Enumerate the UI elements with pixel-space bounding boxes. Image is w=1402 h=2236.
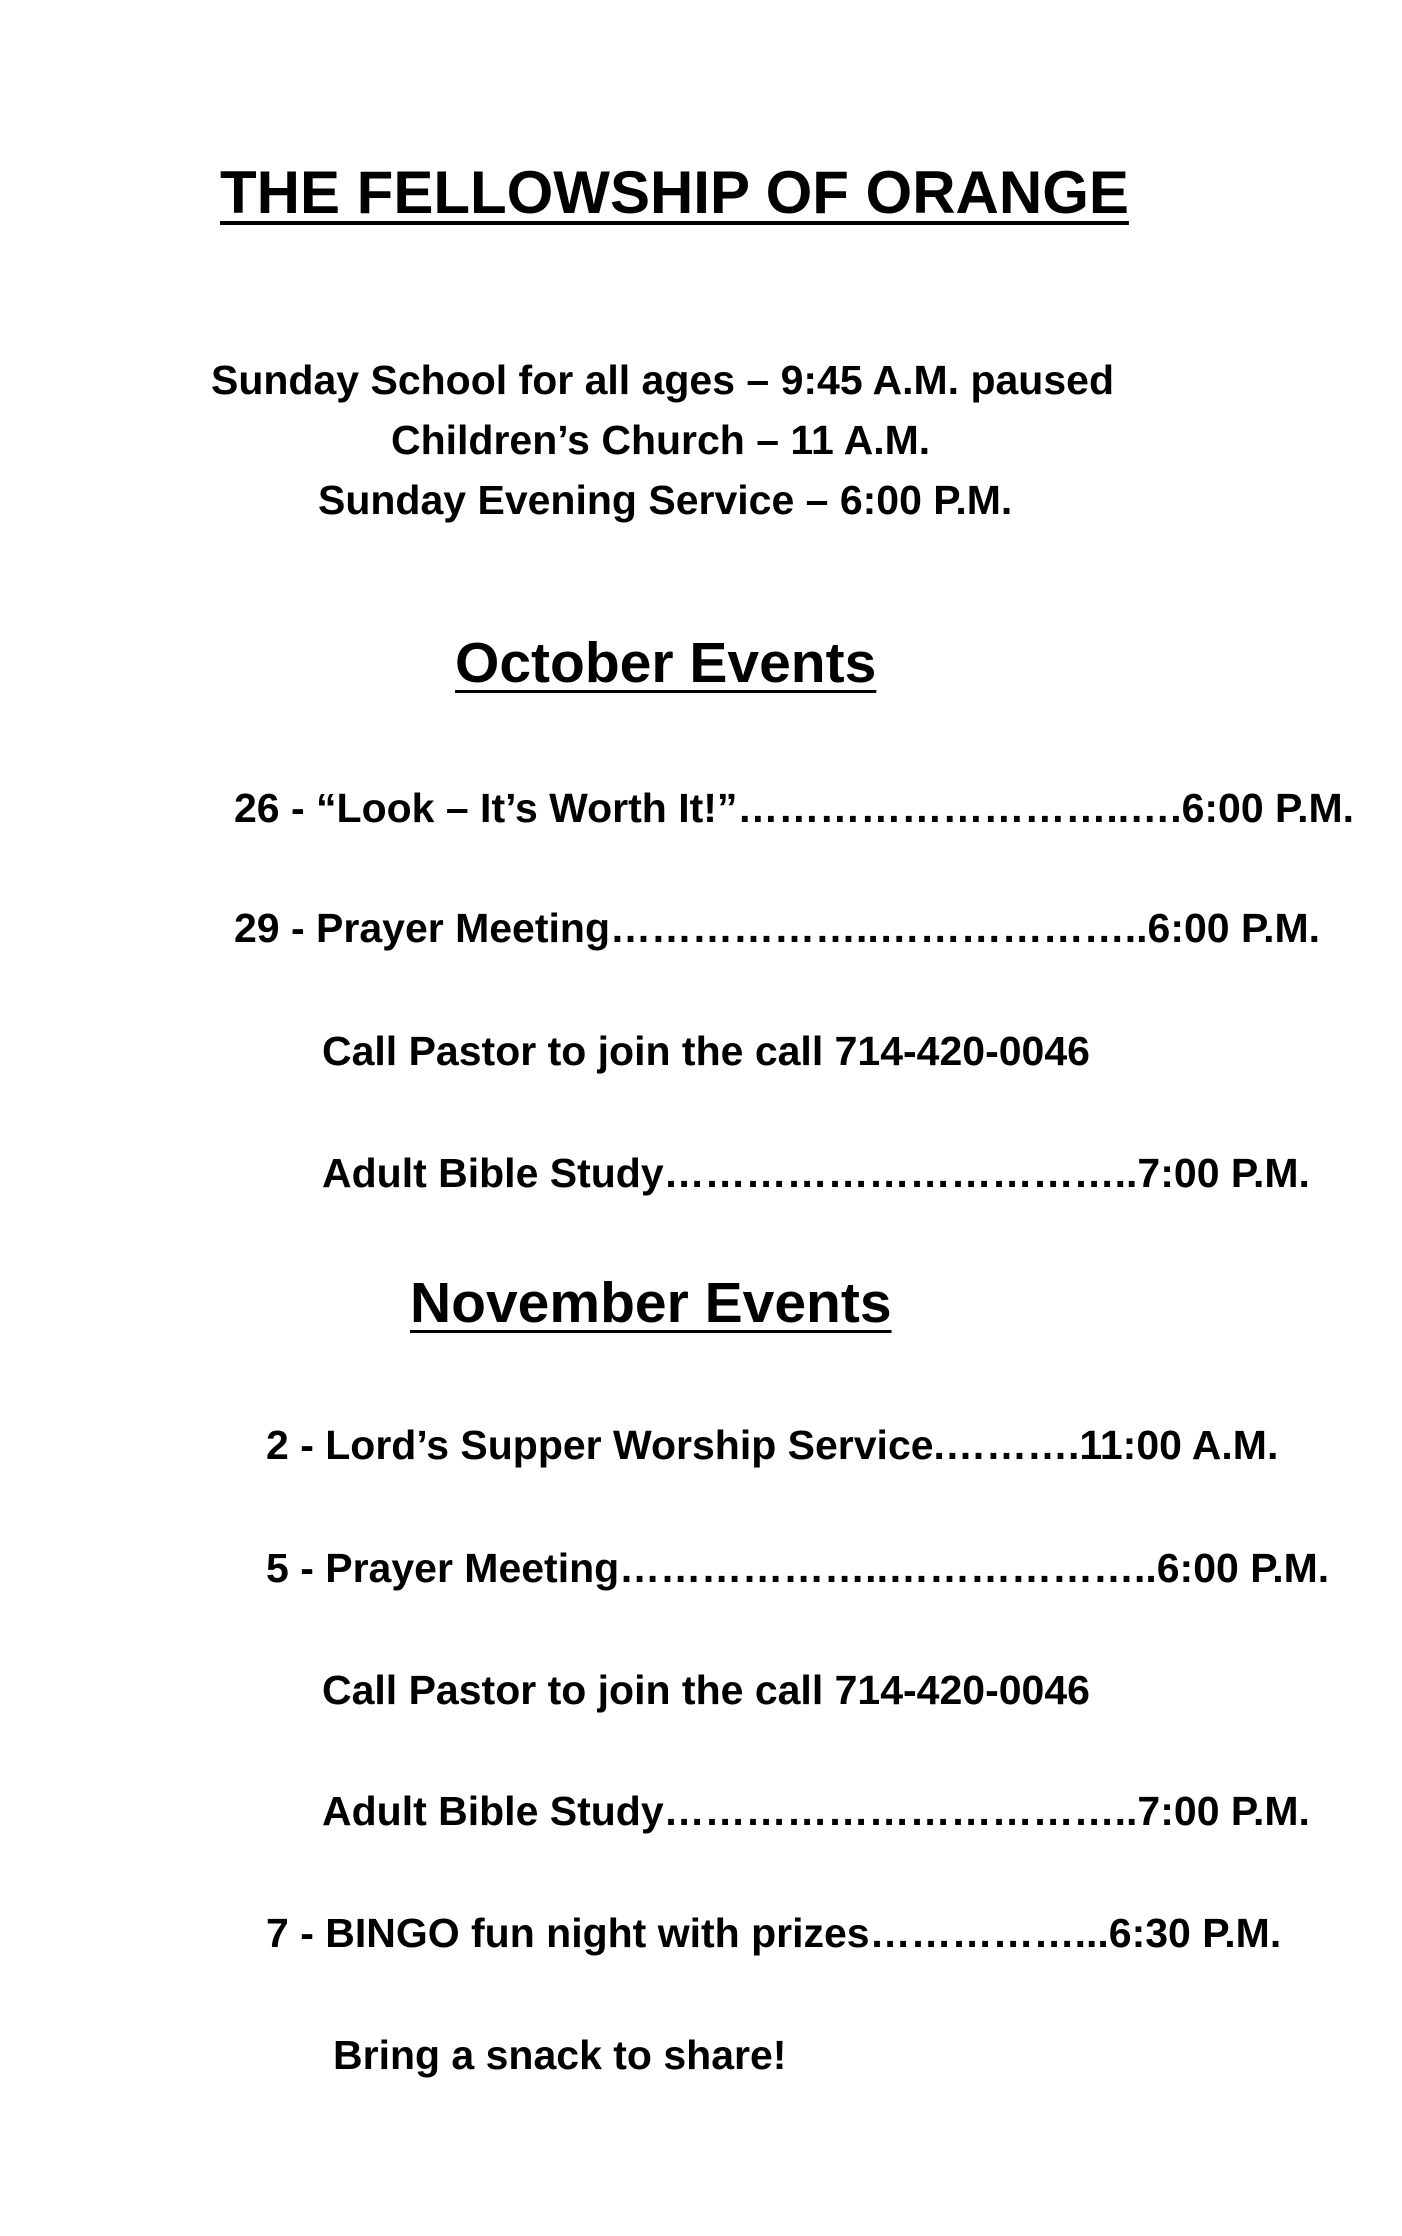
october-event-29: 29 - Prayer Meeting………………..………………..6:00 P.M. [234,905,1320,951]
service-evening: Sunday Evening Service – 6:00 P.M. [318,477,1013,523]
october-call-pastor: Call Pastor to join the call 714-420-0046 [322,1028,1090,1074]
november-heading: November Events [410,1271,892,1335]
november-event-2: 2 - Lord’s Supper Worship Service.……….11:00 A.M. [266,1422,1279,1468]
november-bible-study: Adult Bible Study……………………………..7:00 P.M. [322,1788,1310,1834]
service-childrens-church: Children’s Church – 11 A.M. [391,417,931,463]
october-event-26: 26 - “Look – It’s Worth It!”………………………..….6:00 P.M. [234,785,1355,831]
october-bible-study: Adult Bible Study……………………………..7:00 P.M. [322,1150,1310,1196]
november-event-7: 7 - BINGO fun night with prizes……………...6:30 P.M. [266,1910,1282,1956]
october-heading: October Events [455,631,877,695]
november-snack-note: Bring a snack to share! [333,2032,787,2078]
november-event-5: 5 - Prayer Meeting………………..………………..6:00 P.M. [266,1545,1330,1591]
november-call-pastor: Call Pastor to join the call 714-420-0046 [322,1667,1090,1713]
service-sunday-school: Sunday School for all ages – 9:45 A.M. paused [211,357,1115,403]
page-title: THE FELLOWSHIP OF ORANGE [220,159,1129,226]
